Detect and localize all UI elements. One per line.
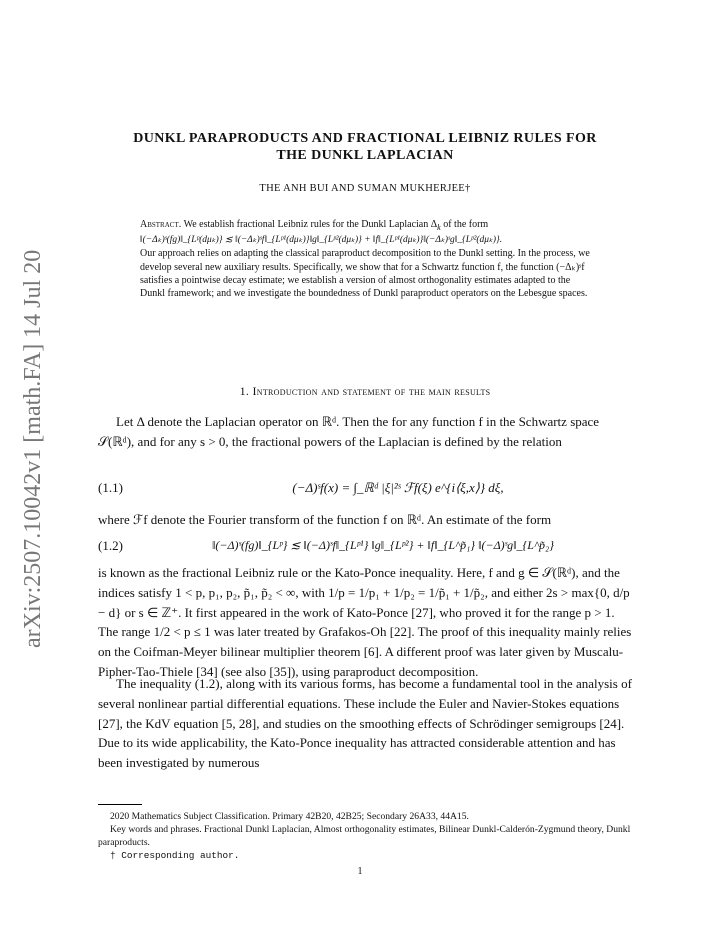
paragraph-3: is known as the fractional Leibniz rule or the Kato-Ponce inequality. Here, f and g ∈ 𝒮(ℝᵈ), and the indices satisfy 1 < p, p₁, p₂, p̃₁, p̃₂ < ∞, with 1/p = 1/p₁ + 1/p₂ = 1/p̃₁ + 1/p̃₂, and either 2s > max{0, d/p − d} or s ∈ ℤ⁺. It first appeared in the work of Kato-Ponce [27], who proved it for the range p > 1. The range 1/2 < p ≤ 1 was later treated by Grafakos-Oh [22]. The proof of this inequality mainly relies on the Coifman-Meyer bilinear multiplier theorem [6]. A different proof was later given by Muscalu-Pipher-Tao-Thiele [34] (see also [35]), using paraproduct decomposition. [98,565,632,679]
abstract-heading: Abstract. [140,219,182,230]
abstract-lead-sub: k [437,223,441,232]
footnote-msc: 2020 Mathematics Subject Classification. Primary 42B20, 42B25; Secondary 26A33, 44A15. [110,811,469,822]
abstract-lead-tail: of the form [440,219,489,230]
equation-1-1 [98,480,632,502]
abstract-formula: ‖(−Δₖ)ˢ(fg)‖_{Lᵖ(dμₖ)} ≲ ‖(−Δₖ)ˢf‖_{Lᵖ¹(dμₖ)}‖g‖_{Lᵖ²(dμₖ)} + ‖f‖_{Lᵖ¹(dμₖ)}‖(−Δₖ)ˢg‖_{Lᵖ²(dμₖ)}. [140,235,503,246]
footnotes [98,810,632,862]
abstract-body: Our approach relies on adapting the classical paraproduct decomposition to the Dunkl setting. In the process, we develop several new auxiliary results. Specifically, we show that for a Schwartz function f, the function (−Δₖ)ˢf satisfies a pointwise decay estimate; we establish a version of almost orthogonality estimates adapted to the Dunkl framework; and we investigate the boundedness of Dunkl paraproduct operators on the Lebesgue spaces. [140,248,590,300]
arxiv-stamp-text: arXiv:2507.10042v1 [math.FA] 14 Jul 2025 [20,250,46,648]
abstract-lead: We establish fractional Leibniz rules for the Dunkl Laplacian Δ [183,219,438,230]
abstract [140,218,590,300]
footnote-rule [98,804,142,805]
equation-1-1-body: (−Δ)ˢf(x) = ∫_ℝᵈ |ξ|²ˢ ℱf(ξ) e^{i⟨ξ,x⟩} dξ, [292,480,504,495]
section-heading: 1. Introduction and statement of the main results [239,384,491,398]
title-line-2: THE DUNKL LAPLACIAN [276,148,454,163]
arxiv-stamp [12,250,48,650]
page-number: 1 [357,866,363,877]
authors: THE ANH BUI AND SUMAN MUKHERJEE† [259,183,471,194]
paragraph-1: Let Δ denote the Laplacian operator on ℝᵈ. Then the for any function f in the Schwartz space 𝒮(ℝᵈ), and for any s > 0, the fractional powers of the Laplacian is defined by the relation [98,414,600,449]
equation-1-2-body: ‖(−Δ)ˢ(fg)‖_{Lᵖ} ≲ ‖(−Δ)ˢf‖_{Lᵖ¹} ‖g‖_{Lᵖ²} + ‖f‖_{L^p̃₁} ‖(−Δ)ˢg‖_{L^p̃₂} [211,538,555,552]
equation-1-2 [98,538,632,558]
paragraph-4: The inequality (1.2), along with its various forms, has become a fundamental tool in the analysis of several nonlinear partial differential equations. These include the Euler and Navier-Stokes equations [27], the KdV equation [5, 28], and studies on the smoothing effects of Schrödinger semigroups [24]. Due to its wide applicability, the Kato-Ponce inequality has attracted considerable attention and has been investigated by numerous [98,676,632,771]
title-line-1: DUNKL PARAPRODUCTS AND FRACTIONAL LEIBNIZ RULES FOR [133,131,597,146]
paper-title [100,130,630,164]
equation-number-1-1: (1.1) [98,480,123,495]
footnote-corresponding: † Corresponding author. [110,850,240,861]
footnote-keywords: Key words and phrases. Fractional Dunkl Laplacian, Almost orthogonality estimates, Bilinear Dunkl-Calderón-Zygmund theory, Dunkl paraproducts. [98,824,631,848]
paragraph-2: where ℱf denote the Fourier transform of the function f on ℝᵈ. An estimate of the form [98,512,552,527]
equation-number-1-2: (1.2) [98,538,123,553]
